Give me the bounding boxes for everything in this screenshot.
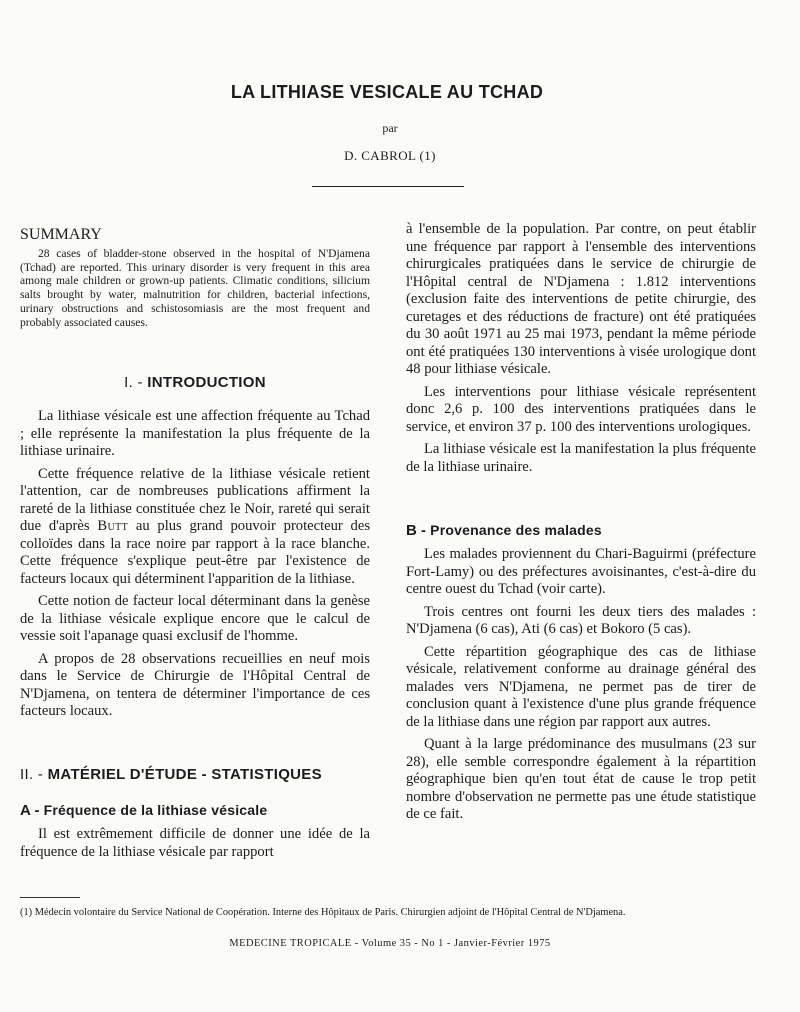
byline-par: par	[382, 121, 398, 135]
section-2-heading	[20, 766, 370, 783]
introduction-body	[20, 408, 370, 721]
section-1-heading	[20, 374, 370, 391]
subsection-a-heading	[20, 802, 370, 819]
provenance-paragraph-2: Trois centres ont fourni les deux tiers des malades : N'Djamena (6 cas), Ati (6 cas) et Bokoro (5 cas).	[406, 603, 756, 637]
intro-paragraph-4: A propos de 28 observations recueillies en neuf mois dans le Service de Chirurgie de l'Hôpital Central de N'Djamena, on tentera de déterminer l'importance de ces facteurs locaux.	[20, 650, 370, 719]
summary-heading: SUMMARY	[20, 226, 102, 243]
intro-p2-after: au plus grand pouvoir protecteur des colloïdes dans la race noire par rapport à la race blanche. Cette fréquence s'explique peut-être par l'existence de facteurs locaux qui déterminent l'apparition de la lithiase.	[20, 518, 371, 587]
section-1-number: I. -	[124, 374, 143, 391]
provenance-paragraph-4: Quant à la large prédominance des musulmans (23 sur 28), elle semble correspondre également à la répartition géographique bien qu'en tout état de cause le trop petit nombre d'observation ne permette pas une étude statistique de ce fait.	[406, 736, 756, 822]
article-title: LA LITHIASE VESICALE AU TCHAD	[230, 82, 544, 102]
author-name: D. CABROL (1)	[344, 148, 436, 163]
subsection-a-letter: A -	[20, 802, 40, 819]
footnote: (1) Médecin volontaire du Service National de Coopération. Interne des Hôpitaux de Paris. Chirurgien adjoint de l'Hôpital Central de N'Djamena.	[20, 907, 626, 918]
frequency-paragraph-3: La lithiase vésicale est la manifestation la plus fréquente de la lithiase urinaire.	[406, 441, 756, 475]
cited-author-butt: Butt	[97, 518, 129, 534]
intro-paragraph-2	[20, 466, 370, 589]
subsection-b-heading	[406, 522, 756, 539]
provenance-body	[406, 546, 756, 824]
frequency-paragraph-1-cont: à l'ensemble de la population. Par contre, on peut établir une fréquence par rapport à l'ensemble des interventions chirurgicales pratiquées dans le service de chirurgie de l'Hôpital central de N'Djamena : 1.812 interventions (exclusion faite des interventions de petite chirurgie, des curetages et des réductions de fracture) ont été pratiquées du 30 août 1971 au 25 mai 1973, pendant la même période ont été pratiquées 130 interventions à visée urologique dont 48 pour lithiase vésicale.	[406, 221, 756, 377]
subsection-b-letter: B -	[406, 522, 426, 539]
frequency-paragraph-2: Les interventions pour lithiase vésicale représentent donc 2,6 p. 100 des interventions pratiquées dans le service, et environ 37 p. 100 des interventions urologiques.	[406, 383, 756, 435]
intro-p2-before: Cette fréquence relative de la lithiase vésicale retient l'attention, car de nombreuses publications affirment la rareté de la lithiase constituée chez le Noir, rareté qui serait due d'après	[20, 465, 370, 534]
subsection-a-title: Fréquence de la lithiase vésicale	[43, 802, 268, 818]
section-2-number: II. -	[20, 766, 44, 783]
section-1-title: INTRODUCTION	[147, 374, 266, 391]
frequency-paragraph-1: Il est extrêmement difficile de donner une idée de la fréquence de la lithiase vésicale par rapport	[20, 826, 370, 860]
subsection-b-title: Provenance des malades	[430, 522, 602, 538]
intro-paragraph-1: La lithiase vésicale est une affection fréquente au Tchad ; elle représente la manifestation la plus fréquente de la lithiase urinaire.	[20, 408, 370, 459]
title-rule	[312, 186, 464, 187]
footnote-rule	[20, 897, 80, 898]
section-2-title: MATÉRIEL D'ÉTUDE - STATISTIQUES	[47, 766, 322, 783]
frequency-continued	[406, 221, 756, 476]
provenance-paragraph-3: Cette répartition géographique des cas de lithiase vésicale, relativement conforme au drainage général des malades vers N'Djamena, ne permet pas de tirer de conclusion quant à l'existence d'une plus grande fréquence de la lithiase dans une région par rapport aux autres.	[406, 643, 756, 730]
intro-paragraph-3: Cette notion de facteur local déterminant dans la genèse de la lithiase vésicale explique encore que le calcul de vessie soit l'apanage quasi exclusif de l'homme.	[20, 593, 370, 644]
journal-footer: MEDECINE TROPICALE - Volume 35 - No 1 - Janvier-Février 1975	[229, 938, 551, 949]
provenance-paragraph-1: Les malades proviennent du Chari-Baguirmi (préfecture Fort-Lamy) ou des préfectures avoisinantes, c'est-à-dire du centre ouest du Tchad (voir carte).	[406, 546, 756, 597]
summary-text: 28 cases of bladder-stone observed in the hospital of N'Djamena (Tchad) are reported. This urinary disorder is very frequent in this area among male children or grown-up patients. Climatic conditions, silicium salts brought by water, malnutrition for children, bacterial infections, urinary obstructions and schistosomiasis are the most frequent and probably associated causes.	[20, 247, 370, 329]
